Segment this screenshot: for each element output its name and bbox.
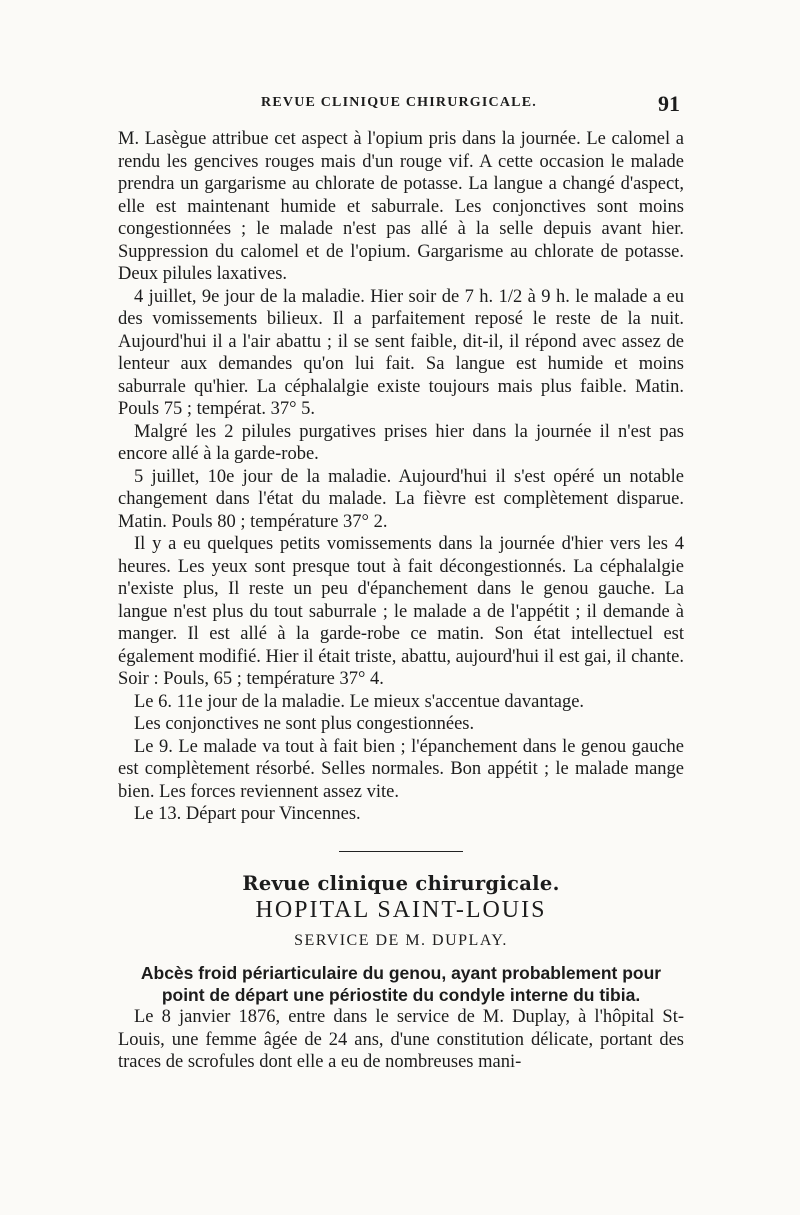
- running-title: REVUE CLINIQUE CHIRURGICALE.: [261, 95, 537, 110]
- paragraph: Le 13. Départ pour Vincennes.: [134, 804, 361, 824]
- paragraph: Le 9. Le malade va tout à fait bien ; l'épanchement dans le genou gauche est complètement résorbé. Selles normales. Bon appétit ; le malade mange bien. Les forces reviennent assez vite.: [118, 736, 684, 802]
- paragraph: 5 juillet, 10e jour de la maladie. Aujourd'hui il s'est opéré un notable changement dans l'état du malade. La fièvre est complètement disparue. Matin. Pouls 80 ; température 37° 2.: [118, 466, 684, 532]
- paragraph: 4 juillet, 9e jour de la maladie. Hier soir de 7 h. 1/2 à 9 h. le malade a eu des vomissements bilieux. Il a parfaitement reposé le reste de la nuit. Aujourd'hui il a l'air abattu ; il se sent faible, dit-il, il répond avec assez de lenteur aux demandes qu'on lui fait. Sa langue est humide et moins saburrale qu'hier. La céphalalgie existe toujours mais plus faible. Matin. Pouls 75 ; températ. 37° 5.: [118, 286, 684, 419]
- intro-paragraph: Le 8 janvier 1876, entre dans le service de M. Duplay, à l'hôpital St-Louis, une femme âgée de 24 ans, d'une constitution délicate, portant des traces de scrofules dont elle a eu de nombreuses mani-: [118, 1007, 684, 1072]
- hospital-name: HOPITAL SAINT-LOUIS: [255, 897, 547, 923]
- page-header: [118, 93, 680, 119]
- paragraph: Les conjonctives ne sont plus congestionnées.: [134, 714, 475, 734]
- section-divider: [339, 851, 463, 852]
- paragraph: Malgré les 2 pilules purgatives prises hier dans la journée il n'est pas encore allé à la garde-robe.: [118, 421, 684, 464]
- paragraph: Le 6. 11e jour de la maladie. Le mieux s'accentue davantage.: [134, 691, 585, 712]
- page-number: 91: [658, 91, 680, 116]
- paragraph: Il y a eu quelques petits vomissements dans la journée d'hier vers les 4 heures. Les yeux sont presque tout à fait décongestionnés. La céphalalgie n'existe plus, Il reste un peu d'épanchement dans le genou gauche. La langue n'est plus du tout saburrale ; le malade a de l'appétit ; il demande à manger. Il est allé à la garde-robe ce matin. Son état intellectuel est également modifié. Hier il était triste, abattu, aujourd'hui il est gai, il chante. Soir : Pouls, 65 ; température 37° 4.: [118, 534, 684, 689]
- case-title: Abcès froid périarticulaire du genou, ayant probablement pour point de départ une périostite du condyle interne du tibia.: [140, 963, 662, 1005]
- body-text: [118, 128, 684, 1074]
- section-title: Revue clinique chirurgicale.: [242, 871, 560, 895]
- service-line: SERVICE DE M. DUPLAY.: [294, 931, 508, 949]
- paragraph: M. Lasègue attribue cet aspect à l'opium pris dans la journée. Le calomel a rendu les gencives rouges mais d'un rouge vif. A cette occasion le malade prendra un gargarisme au chlorate de potasse. La langue a changé d'aspect, elle est maintenant humide et saburrale. Les conjonctives sont moins congestionnées ; le malade n'est pas allé à la selle depuis avant hier. Suppression du calomel et de l'opium. Gargarisme au chlorate de potasse. Deux pilules laxatives.: [118, 129, 684, 284]
